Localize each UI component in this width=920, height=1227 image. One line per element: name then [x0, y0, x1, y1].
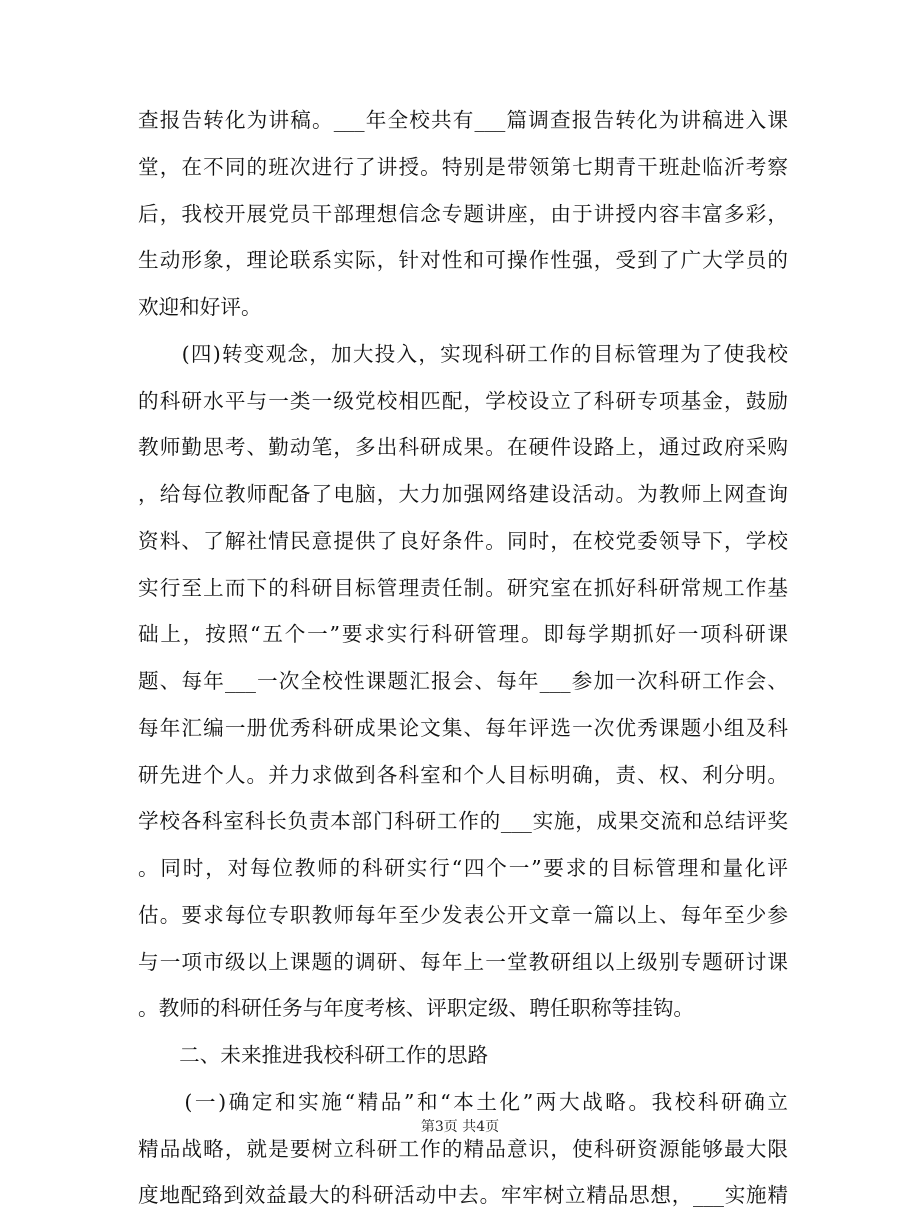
text-line: 教师勤思考、勤动笔，多出科研成果。在硬件设路上，通过政府采购: [138, 435, 788, 460]
text-line: 欢迎和好评。: [138, 295, 262, 319]
body-text: [138, 105, 788, 1227]
text-line: 堂，在不同的班次进行了讲授。特别是带领第七期青干班赴临沂考察: [138, 154, 788, 179]
text-line: 研先进个人。并力求做到各科室和个人目标明确，责、权、利分明。: [138, 762, 788, 787]
text-line: 生动形象，理论联系实际，针对性和可操作性强，受到了广大学员的: [138, 248, 788, 273]
text-line: 学校各科室科长负责本部门科研工作的___实施，成果交流和总结评奖: [138, 809, 788, 834]
text-line: 二、未来推进我校科研工作的思路: [138, 1043, 489, 1067]
text-line: 查报告转化为讲稿。___年全校共有___篇调查报告转化为讲稿进入课: [138, 108, 788, 132]
text-line: 。教师的科研任务与年度考核、评职定级、聘任职称等挂钩。: [138, 996, 695, 1021]
text-line: 精品战略，就是要树立科研工作的精品意识，使科研资源能够最大限: [138, 1136, 788, 1161]
text-line: 。同时，对每位教师的科研实行“四个一”要求的目标管理和量化评: [138, 856, 788, 880]
text-line: ，给每位教师配备了电脑，大力加强网络建设活动。为教师上网查询: [138, 482, 788, 506]
text-line: 每年汇编一册优秀科研成果论文集、每年评选一次优秀课题小组及科: [138, 715, 788, 740]
text-line: 的科研水平与一类一级党校相匹配，学校设立了科研专项基金，鼓励: [138, 388, 788, 413]
text-line: 后，我校开展党员干部理想信念专题讲座，由于讲授内容丰富多彩，: [138, 201, 788, 226]
text-line: 度地配臵到效益最大的科研活动中去。牢牢树立精品思想，___实施精: [138, 1183, 788, 1208]
text-line: 估。要求每位专职教师每年至少发表公开文章一篇以上、每年至少参: [138, 902, 788, 927]
text-line: (一)确定和实施“精品”和“本土化”两大战略。我校科研确立: [138, 1089, 788, 1114]
text-line: 础上，按照“五个一”要求实行科研管理。即每学期抓好一项科研课: [138, 622, 788, 647]
text-line: 与一项市级以上课题的调研、每年上一堂教研组以上级别专题研讨课: [138, 949, 788, 974]
page-footer: 第3页 共4页: [420, 1119, 500, 1135]
text-line: (四)转变观念，加大投入，实现科研工作的目标管理为了使我校: [138, 341, 788, 366]
text-line: 题、每年___一次全校性课题汇报会、每年___参加一次科研工作会、: [138, 669, 788, 693]
text-line: 实行至上而下的科研目标管理责任制。研究室在抓好科研常规工作基: [138, 575, 788, 600]
text-line: 资料、了解社情民意提供了良好条件。同时，在校党委领导下，学校: [138, 528, 788, 553]
